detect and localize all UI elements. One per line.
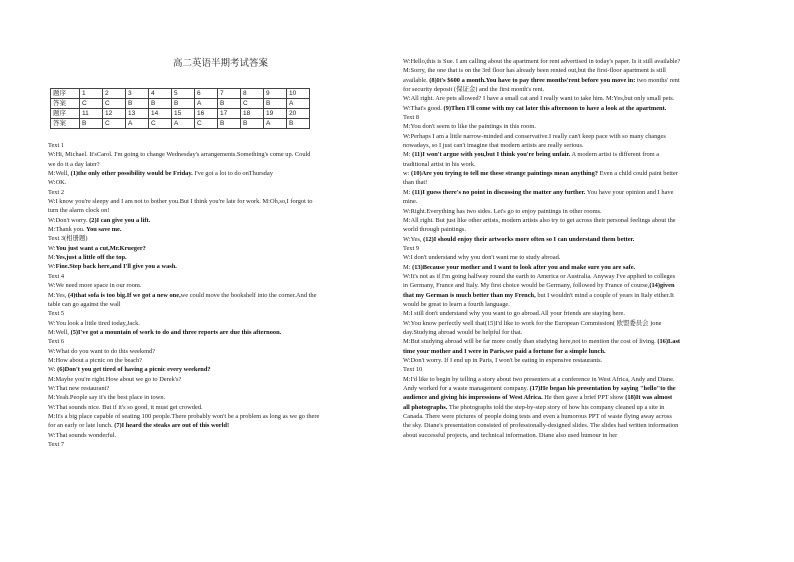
text-run: W:: [48, 366, 58, 374]
text-run: M:You don't seem to like the paintings in this room.: [403, 123, 536, 131]
text-line: [48, 440, 393, 449]
text-line: [48, 234, 393, 243]
text-line: [48, 225, 393, 234]
text-run: Text 1: [48, 142, 65, 149]
text-line: [403, 393, 776, 402]
text-line: [403, 132, 776, 141]
answer-table-row: [51, 119, 310, 129]
answer-sentence: You just want a cut,Mr.Krueger?: [55, 244, 146, 252]
text-line: [48, 244, 393, 253]
text-run: He then gave a brief PPT show: [542, 394, 626, 402]
text-run: W:Hello,this is Sue. I am calling about the apartment for rent advertised in today's paper. Is it still available?: [403, 58, 681, 65]
text-run: Text 9: [403, 244, 420, 252]
right-column: [403, 0, 776, 440]
text-run: M:I still don't understand why you want to go abroad.All your friends are staying here.: [403, 310, 625, 318]
answer-table-header-cell: 题序: [51, 109, 80, 119]
answer-sentence: (11)I won't argue with you,but I think you're being unfair.: [412, 151, 571, 159]
text-line: [48, 319, 393, 328]
text-run: M:: [403, 151, 413, 159]
text-line: [48, 188, 393, 197]
text-run: M:All right. But just like other artists, modern artists also try to get across their personal feelings about the: [403, 216, 676, 224]
text-line: [403, 188, 776, 197]
text-run: day.Studying abroad would be helpful for that.: [403, 328, 523, 336]
text-line: [403, 207, 776, 216]
text-run: about successful projects, and technical information. Diane also used humour in her: [403, 431, 618, 439]
left-column: [48, 0, 393, 449]
text-line: [403, 300, 776, 309]
text-line: [403, 85, 776, 94]
text-run: the sky. Diane's presentation consisted of professionally-designed slides. The slides had written information: [403, 422, 679, 430]
text-line: [403, 337, 776, 346]
answer-sentence: (16)Last: [657, 338, 681, 346]
text-run: Text 10: [403, 366, 423, 374]
answer-sentence: that my German is much better than my French,: [403, 291, 536, 299]
text-line: [403, 253, 776, 262]
answer-table-cell: 12: [103, 109, 126, 119]
answer-table-cell: 2: [103, 89, 126, 99]
text-run: W:Right.Everything has two sides. Let's go to enjoy paintings in other rooms.: [403, 207, 602, 215]
text-run: W:It's not as if I'm going halfway round the earth to America or Australia. Anyway I've applied to colleges: [403, 272, 676, 280]
answer-sentence: (6)Don't you get tired of having a picnic every weekend?: [57, 366, 211, 374]
text-line: [403, 403, 776, 412]
answer-table-cell: 16: [195, 109, 218, 119]
text-run: W:That new restaurant?: [48, 384, 110, 392]
answer-sentence: You save me.: [86, 226, 122, 234]
answer-sentence: (13)Because your mother and I want to look after you and make sure you are safe.: [412, 263, 636, 271]
text-run: M:Maybe you're right.How about we go to Derek's?: [48, 375, 182, 383]
text-run: table can go against the wall: [48, 300, 121, 308]
answer-table-cell: A: [195, 99, 218, 109]
text-run: W:: [48, 244, 56, 252]
text-run: W:That sounds wonderful.: [48, 431, 117, 439]
answer-table-row: [51, 99, 310, 109]
answer-table-header-cell: 答案: [51, 119, 80, 129]
answer-sentence: audience and giving his impressions of West Africa.: [403, 394, 543, 402]
text-line: [403, 235, 776, 244]
answer-table-cell: B: [218, 99, 241, 109]
text-line: [48, 384, 393, 393]
text-run: W:That's good.: [403, 104, 444, 112]
page-title: 高二英语半期考试答案: [172, 58, 268, 69]
answer-table-cell: A: [287, 99, 310, 109]
answer-table-cell: B: [264, 99, 287, 109]
text-run: Text 5: [48, 310, 65, 318]
text-line: [403, 76, 776, 85]
text-line: [48, 141, 393, 150]
text-run: traditional artist in his work.: [403, 160, 476, 168]
text-run: W:All right. Are pets allowed? I have a small cat and I really want to take him. M:Yes,but only small pets.: [403, 95, 675, 103]
text-line: [403, 291, 776, 300]
text-run: You have your opinion and I have: [585, 188, 674, 196]
answer-sentence: Fine.Step back here,and I'll give you a wash.: [55, 263, 177, 271]
text-run: M:Thank you.: [48, 226, 87, 234]
answer-table-row: [51, 109, 310, 119]
text-line: [403, 412, 776, 421]
answer-table-cell: B: [241, 119, 264, 129]
text-line: [48, 421, 393, 430]
answer-sentence: (1)the only other possibility would be Friday.: [70, 170, 193, 178]
answer-sentence: (18)It was almost: [625, 394, 673, 402]
text-run: M:It's a big place capable of seating 100 people.There probably won't be a problem as long as we go there: [48, 412, 320, 420]
text-line: [403, 328, 776, 337]
text-line: [403, 178, 776, 187]
answer-table-cell: A: [264, 119, 287, 129]
answer-table-cell: C: [103, 119, 126, 129]
text-run: W:We need more space in our room.: [48, 282, 142, 290]
text-line: [48, 328, 393, 337]
text-run: w:: [403, 170, 411, 178]
answer-table-cell: C: [195, 119, 218, 129]
text-run: in Germany, France and Italy. My first choice would be Germany, followed by France of course,: [403, 282, 650, 290]
answer-table-cell: C: [241, 99, 264, 109]
text-run: The photographs told the step-by-step story of how his company cleaned up a site in: [447, 403, 665, 411]
text-line: [48, 272, 393, 281]
answer-table-cell: B: [172, 99, 195, 109]
answer-sentence: (11)I guess there's no point in discussing the matter any further.: [412, 188, 586, 196]
text-run: than that!: [403, 179, 428, 187]
text-run: M:Yeah.People say it's the best place in town.: [48, 394, 166, 402]
text-run: W:I don't understand why you don't want me to study abroad.: [403, 254, 561, 262]
text-line: [403, 421, 776, 430]
text-run: Text 3(相册题): [48, 235, 88, 243]
answer-table-cell: 18: [241, 109, 264, 119]
text-line: [48, 347, 393, 356]
text-line: [48, 160, 393, 169]
text-line: [48, 403, 393, 412]
answer-sentence: all photographs.: [403, 403, 448, 411]
text-line: [48, 253, 393, 262]
text-line: [48, 206, 393, 215]
text-run: turn the alarm clock on!: [48, 207, 110, 215]
text-run: W:Don't worry. If I end up in Paris, I won't be eating in expensive restaurants.: [403, 357, 603, 364]
answer-table-cell: 6: [195, 89, 218, 99]
text-line: [403, 150, 776, 159]
text-line: [403, 169, 776, 178]
text-run: W:Yes,: [403, 235, 424, 243]
text-run: Text 8: [403, 114, 420, 122]
text-run: M:Sorry, the one that is on the 3rd floor has already been rented out,but the first-floor apartment is still: [403, 67, 666, 75]
text-line: [403, 160, 776, 169]
text-run: but I wouldn't mind a couple of years in Italy either.It: [535, 291, 674, 299]
text-line: [403, 356, 776, 365]
text-line: [48, 375, 393, 384]
text-run: M:: [403, 188, 413, 196]
answer-table-cell: 7: [218, 89, 241, 99]
answer-table-header-cell: 答案: [51, 99, 80, 109]
text-run: M:Well,: [48, 170, 71, 178]
answer-table-cell: B: [287, 119, 310, 129]
answer-sentence: (5)I've got a mountain of work to do and three reports are due this afternoon.: [70, 328, 282, 336]
answer-sentence: (8)It's $600 a month.You have to pay three months'rent before you move in:: [429, 76, 636, 84]
text-run: M:: [48, 254, 56, 262]
left-text-block: [48, 141, 393, 449]
answer-table-cell: A: [126, 119, 149, 129]
text-line: [403, 272, 776, 281]
text-run: M:Yes,: [48, 291, 68, 299]
text-run: would be great to learn a fourth language.: [403, 300, 510, 308]
answer-table-cell: 8: [241, 89, 264, 99]
text-run: mine.: [403, 198, 418, 206]
answer-table-cell: 13: [126, 109, 149, 119]
text-line: [48, 281, 393, 290]
text-run: W:That sounds nice. But if it's so good, it must get crowded.: [48, 403, 203, 411]
answer-sentence: (7)I heard the steaks are out of this world!: [114, 422, 230, 430]
text-line: [403, 216, 776, 225]
text-line: [48, 197, 393, 206]
text-line: [48, 169, 393, 178]
text-line: [403, 244, 776, 253]
answer-table-cell: 11: [80, 109, 103, 119]
text-line: [48, 150, 393, 159]
text-run: M:How about a picnic on the beach?: [48, 356, 143, 364]
answer-table-cell: B: [126, 99, 149, 109]
answer-sentence: (17)He began his presentation by saying "hello"to the: [529, 385, 676, 393]
text-run: for security deposit (保证金) and the first month's rent.: [403, 86, 545, 94]
text-line: [48, 431, 393, 440]
text-line: [403, 281, 776, 290]
answer-table-cell: C: [80, 99, 103, 109]
text-run: available.: [403, 76, 430, 84]
answer-table-cell: B: [149, 99, 172, 109]
text-run: W:OK.: [48, 179, 67, 187]
text-run: W:You look a little tired today,Jack.: [48, 319, 140, 327]
text-line: [48, 309, 393, 318]
text-line: [403, 57, 776, 66]
text-line: [403, 365, 776, 374]
text-run: nowadays, so I just can't imagine that modern artists are really serious.: [403, 142, 584, 150]
answer-table-cell: 4: [149, 89, 172, 99]
answer-table-cell: B: [218, 119, 241, 129]
answer-table-cell: 3: [126, 89, 149, 99]
text-line: [48, 300, 393, 309]
text-line: [48, 412, 393, 421]
answer-table-cell: 10: [287, 89, 310, 99]
answer-table-cell: 14: [149, 109, 172, 119]
answer-table-row: [51, 89, 310, 99]
text-run: Canada. There were pictures of people doing tests and even a humorous PPT of waste flying away across: [403, 413, 672, 421]
text-run: A modern artist is different from a: [570, 151, 660, 159]
answer-table-cell: 20: [287, 109, 310, 119]
text-run: Text 2: [48, 188, 65, 196]
text-line: [403, 375, 776, 384]
text-line: [48, 337, 393, 346]
text-run: Even a child could paint better: [597, 170, 678, 178]
text-run: W:: [48, 263, 56, 271]
answer-sentence: (9)Then I'll come with my cat later this afternoon to have a look at the apartment.: [443, 104, 667, 112]
answer-table-cell: C: [103, 99, 126, 109]
text-line: [403, 431, 776, 440]
answer-sentence: (4)that sofa is too big.If we got a new one,: [67, 291, 181, 299]
answer-table-cell: 1: [80, 89, 103, 99]
text-run: Text 4: [48, 272, 65, 280]
text-run: W:You know perfectly well that(15)I'd like to work for the European Commission( 欧盟委员会 )one: [403, 319, 662, 327]
answer-table: [50, 88, 310, 129]
text-line: [403, 309, 776, 318]
text-line: [48, 178, 393, 187]
text-run: for an early or late lunch.: [48, 422, 115, 430]
text-run: M:Well,: [48, 328, 71, 336]
text-run: Andy worked for a waste management company.: [403, 385, 530, 393]
text-line: [48, 356, 393, 365]
answer-sentence: (14)given: [649, 282, 675, 290]
answer-sentence: (10)Are you trying to tell me these strange paintings mean anything?: [411, 170, 598, 178]
text-run: two months' rent: [635, 76, 680, 84]
answer-table-cell: 9: [264, 89, 287, 99]
text-line: [403, 225, 776, 234]
text-line: [403, 197, 776, 206]
answer-table-cell: 17: [218, 109, 241, 119]
text-line: [403, 113, 776, 122]
text-run: W:Hi, Michael. It'sCarol. I'm going to change Wednesday's arrangements.Something's come up. Could: [48, 151, 311, 159]
text-run: W:What do you want to do this weekend?: [48, 347, 156, 355]
answer-table-cell: 15: [172, 109, 195, 119]
text-run: W:Don't worry.: [48, 216, 90, 224]
text-run: world through paintings.: [403, 226, 467, 234]
text-line: [403, 66, 776, 75]
text-run: W:I know you're sleepy and I am not to bother you.But I think you're late for work. M:Oh,so,I forgot to: [48, 198, 313, 206]
answer-table-header-cell: 题序: [51, 89, 80, 99]
text-line: [403, 384, 776, 393]
answer-table-cell: C: [149, 119, 172, 129]
text-run: Text 7: [48, 441, 65, 448]
right-text-block: [403, 57, 776, 440]
answer-table-cell: A: [172, 119, 195, 129]
text-run: M:I'd like to begin by telling a story about two presenters at a conference in West Africa, Andy and Diane.: [403, 375, 675, 383]
answer-sentence: Yes,just a little off the top.: [55, 254, 127, 262]
text-line: [403, 141, 776, 150]
text-line: [403, 104, 776, 113]
text-line: [48, 393, 393, 402]
text-line: [403, 94, 776, 103]
text-run: M:But studying abroad will be far more costly than studying here,not to mention the cost of living.: [403, 338, 658, 346]
text-line: [403, 347, 776, 356]
text-line: [48, 262, 393, 271]
answer-table-cell: 5: [172, 89, 195, 99]
text-line: [403, 263, 776, 272]
text-line: [403, 319, 776, 328]
answer-table-cell: 19: [264, 109, 287, 119]
text-run: I've got a lot to do onThursday: [192, 170, 273, 178]
answer-sentence: (12)I should enjoy their artworks more often so I can understand them better.: [423, 235, 635, 243]
answer-sentence: (2)I can give you a lift.: [89, 216, 151, 224]
text-line: [403, 122, 776, 131]
answer-sentence: time your mother and I were in Paris,we paid a fortune for a simple lunch.: [403, 347, 606, 355]
text-run: we could move the bookshelf into the corner.And the: [180, 291, 317, 299]
text-run: we do it a day later?: [48, 160, 100, 168]
text-line: [48, 365, 393, 374]
answer-table-cell: B: [80, 119, 103, 129]
text-run: W:Perhaps I am a little narrow-minded and conservative.I really can't keep pace with so many changes: [403, 132, 666, 140]
text-line: [48, 216, 393, 225]
text-run: Text 6: [48, 338, 65, 346]
text-run: M:: [403, 263, 413, 271]
text-line: [48, 291, 393, 300]
